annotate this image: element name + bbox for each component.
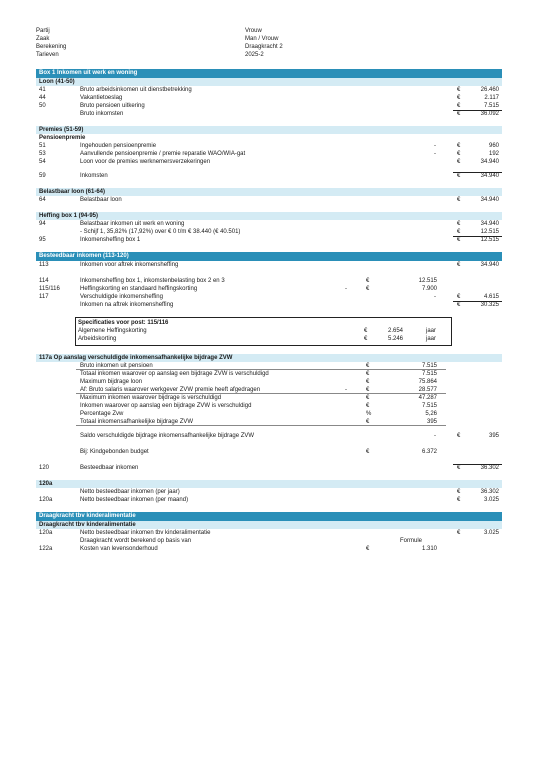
row-value: 47.287	[418, 395, 437, 401]
minus-sign: -	[434, 294, 436, 300]
table-row	[36, 529, 502, 537]
section-title-besteedbaar: Besteedbaar inkomen (113-120)	[36, 252, 502, 261]
currency: €	[457, 151, 461, 157]
row-value: 34.940	[480, 159, 499, 165]
row-label: Algemene Heffingskorting	[78, 328, 147, 334]
row-label: Inkomen waarover op aanslag een bijdrage ZVW is verschuldigd	[80, 403, 252, 409]
meta-key: Berekening	[36, 44, 67, 50]
row-label: Verschuldigde inkomensheffing	[80, 294, 163, 300]
row-label: Bij: Kindgebonden budget	[80, 449, 149, 455]
section-title-box1: Box 1 Inkomen uit werk en woning	[36, 69, 502, 78]
currency: €	[366, 278, 370, 284]
row-label: Inkomen na aftrek inkomensheffing	[80, 302, 174, 308]
table-row	[36, 378, 502, 386]
meta-row	[36, 43, 502, 51]
meta-row	[36, 27, 502, 35]
row-value: 12.515	[480, 229, 499, 235]
row-code: 120	[39, 465, 50, 471]
row-code: 120a	[39, 530, 53, 536]
total-row	[36, 110, 502, 118]
total-row	[36, 172, 502, 180]
currency: €	[457, 103, 461, 109]
row-label: Totaal inkomensafhankelijke bijdrage ZVW	[80, 419, 194, 425]
meta-value: 2025-2	[245, 52, 264, 58]
percent-sign: %	[366, 411, 372, 417]
row-value: 5.246	[387, 336, 403, 342]
currency: €	[366, 286, 370, 292]
currency: €	[364, 328, 368, 334]
currency: €	[366, 546, 370, 552]
currency: €	[457, 497, 461, 503]
currency: €	[457, 95, 461, 101]
row-code: 54	[39, 159, 46, 165]
row-label: Maximum bijdrage loon	[80, 379, 143, 385]
row-code: 115/116	[39, 286, 60, 292]
currency: €	[364, 336, 368, 342]
total-row	[36, 464, 502, 472]
row-value: 3.025	[483, 497, 499, 503]
currency: €	[457, 229, 461, 235]
section-title-120a: 120a	[36, 480, 502, 488]
table-row	[76, 327, 451, 335]
meta-key: Zaak	[36, 36, 50, 42]
table-row	[36, 362, 502, 370]
table-row	[36, 220, 502, 228]
currency: €	[457, 237, 461, 243]
meta-value: Vrouw	[245, 28, 262, 34]
row-label: Draagkracht wordt berekend op basis van	[80, 538, 192, 544]
table-row	[36, 94, 502, 102]
currency: €	[457, 294, 461, 300]
row-value: 30.325	[480, 302, 499, 308]
table-row	[36, 370, 502, 378]
row-value: 395	[488, 433, 499, 439]
row-code: 122a	[39, 546, 53, 552]
row-label: Inkomensheffing box 1, inkomstenbelasting box 2 en 3	[80, 278, 225, 284]
currency: €	[457, 159, 461, 165]
row-value: 4.615	[483, 294, 499, 300]
row-value: 395	[426, 419, 437, 425]
currency: €	[457, 302, 461, 308]
row-code: 41	[39, 87, 46, 93]
currency: €	[457, 530, 461, 536]
row-label: Bruto inkomsten	[80, 111, 124, 117]
table-row	[36, 277, 502, 285]
meta-value: Man / Vrouw	[245, 36, 279, 42]
row-value: 36.302	[480, 489, 499, 495]
row-value: 7.900	[421, 286, 437, 292]
minus-sign: -	[345, 286, 347, 292]
section-title-premies: Premies (51-59)	[36, 126, 502, 134]
row-value: 34.940	[480, 221, 499, 227]
row-code: 117	[39, 294, 49, 300]
currency: €	[366, 379, 370, 385]
currency: €	[366, 363, 370, 369]
minus-sign: -	[434, 433, 436, 439]
row-label: Netto besteedbaar inkomen tbv kinderalimentatie	[80, 530, 211, 536]
meta-key: Partij	[36, 28, 50, 34]
row-code: 113	[39, 262, 49, 268]
minus-sign: -	[345, 387, 347, 393]
section-title-heffing: Heffing box 1 (94-95)	[36, 212, 502, 220]
row-value: 2.117	[484, 95, 499, 101]
table-row	[36, 386, 502, 394]
row-code: 64	[39, 197, 46, 203]
minus-sign: -	[434, 151, 436, 157]
meta-key: Tarieven	[36, 52, 59, 58]
row-value: 28.577	[418, 387, 437, 393]
row-value: 26.460	[480, 87, 499, 93]
row-code: 120a	[39, 497, 53, 503]
currency: €	[457, 433, 461, 439]
table-row	[36, 545, 502, 553]
zvw-block	[36, 362, 502, 472]
table-row	[36, 102, 502, 110]
row-label: Bruto inkomen uit pensioen	[80, 363, 153, 369]
table-row	[36, 293, 502, 301]
row-label: Saldo verschuldigde bijdrage inkomensafhankelijke bijdrage ZVW	[80, 433, 255, 439]
row-label: Af: Bruto salaris waarover werkgever ZVW premie heeft afgedragen	[80, 387, 261, 393]
row-value: 34.940	[480, 262, 499, 268]
row-label: Maximum inkomen waarover bijdrage is verschuldigd	[80, 395, 222, 401]
row-label: Bruto arbeidsinkomen uit dienstbetrekking	[80, 87, 192, 93]
table-row	[36, 537, 502, 545]
currency: €	[366, 419, 370, 425]
specification-box	[75, 317, 452, 346]
currency: €	[457, 262, 461, 268]
row-value: 7.515	[421, 371, 437, 377]
table-row	[36, 142, 502, 150]
row-value: 960	[488, 143, 499, 149]
row-label: Netto besteedbaar inkomen (per jaar)	[80, 489, 180, 495]
row-code: 53	[39, 151, 46, 157]
subsection-title-pensioenpremie: Pensioenpremie	[39, 135, 86, 141]
row-label: Percentage Zvw	[80, 411, 124, 417]
row-label: Inkomensheffing box 1	[80, 237, 141, 243]
document-page	[36, 27, 502, 553]
row-value: 34.940	[480, 197, 499, 203]
table-row	[36, 432, 502, 440]
section-title-zvw: 117a Op aanslag verschuldigde inkomensafhankelijke bijdrage ZVW	[36, 354, 502, 362]
currency: €	[457, 143, 461, 149]
row-value: 12.515	[480, 237, 499, 243]
table-row	[36, 418, 502, 426]
row-value: 6.372	[421, 449, 437, 455]
row-value: 3.025	[483, 530, 499, 536]
row-label: Aanvullende pensioenpremie / premie reparatie WAO/WIA-gat	[80, 151, 246, 157]
currency: €	[457, 197, 461, 203]
row-label: - Schijf 1, 35,82% (17,92%) over € 0 t/m € 38.440 (€ 40.501)	[80, 229, 241, 235]
currency: €	[457, 87, 461, 93]
meta-row	[36, 51, 502, 59]
table-row	[36, 496, 502, 504]
currency: €	[366, 387, 370, 393]
row-value: 7.515	[421, 403, 437, 409]
currency: €	[457, 173, 461, 179]
spec-title: Specificaties voor post: 115/116	[78, 320, 169, 326]
row-label: Netto besteedbaar inkomen (per maand)	[80, 497, 189, 503]
row-code: 51	[39, 143, 46, 149]
row-value: 5,26	[425, 411, 437, 417]
table-row	[36, 410, 502, 418]
row-value: 7.515	[421, 363, 437, 369]
row-label: Ingehouden pensioenpremie	[80, 143, 157, 149]
row-label: Belastbaar loon	[80, 197, 122, 203]
row-value: 192	[488, 151, 499, 157]
subsection-title-draagkracht: Draagkracht tbv kinderalimentatie	[36, 521, 502, 529]
row-value: 36.092	[480, 111, 499, 117]
row-value: 34.940	[480, 173, 499, 179]
currency: €	[457, 111, 461, 117]
row-code: 59	[39, 173, 46, 179]
currency: €	[366, 371, 370, 377]
table-row	[36, 228, 502, 236]
case-header	[36, 27, 502, 69]
row-value: 12.515	[418, 278, 437, 284]
table-row	[36, 448, 502, 456]
row-label: Bruto pensioen uitkering	[80, 103, 145, 109]
minus-sign: -	[434, 143, 436, 149]
row-label: Vakantietoeslag	[80, 95, 123, 101]
total-row	[36, 301, 502, 309]
table-row	[36, 402, 502, 410]
row-code: 44	[39, 95, 46, 101]
row-label: Arbeidskorting	[78, 336, 117, 342]
row-value: 75.864	[418, 379, 437, 385]
table-row	[36, 285, 502, 293]
subsection-title-loon: Loon (41-50)	[36, 78, 502, 86]
method-value: Formule	[400, 538, 423, 544]
section-title-draagkracht: Draagkracht tbv kinderalimentatie	[36, 512, 502, 521]
row-value: 1.310	[421, 546, 437, 552]
row-label: Heffingskorting en standaard heffingskorting	[80, 286, 198, 292]
table-row	[36, 86, 502, 94]
row-label: Belastbaar inkomen uit werk en woning	[80, 221, 185, 227]
row-code: 114	[39, 278, 49, 284]
currency: €	[366, 449, 370, 455]
table-row	[36, 150, 502, 158]
currency: €	[457, 489, 461, 495]
row-label: Inkomsten	[80, 173, 108, 179]
row-label: Kosten van levensonderhoud	[80, 546, 158, 552]
row-code: 50	[39, 103, 46, 109]
row-label: Besteedbaar inkomen	[80, 465, 139, 471]
table-row	[36, 196, 502, 204]
currency: €	[457, 221, 461, 227]
total-row	[36, 236, 502, 244]
meta-value: Draagkracht 2	[245, 44, 283, 50]
table-row	[36, 488, 502, 496]
table-row	[36, 261, 502, 269]
currency: €	[366, 395, 370, 401]
currency: €	[457, 465, 461, 471]
row-label: Totaal inkomen waarover op aanslag een bijdrage ZVW is verschuldigd	[80, 371, 269, 377]
row-code: 94	[39, 221, 46, 227]
table-row	[76, 335, 451, 343]
unit-label: jaar	[426, 328, 437, 334]
row-value: 7.515	[483, 103, 499, 109]
row-code: 95	[39, 237, 46, 243]
section-title-belastbaar: Belastbaar loon (61-64)	[36, 188, 502, 196]
currency: €	[366, 403, 370, 409]
row-value: 2.654	[387, 328, 403, 334]
meta-row	[36, 35, 502, 43]
table-row	[36, 158, 502, 166]
row-label: Inkomen voor aftrek inkomensheffing	[80, 262, 179, 268]
table-row	[36, 394, 502, 402]
row-label: Loon voor de premies werknemersverzekeringen	[80, 159, 211, 165]
row-value: 36.302	[480, 465, 499, 471]
unit-label: jaar	[426, 336, 437, 342]
